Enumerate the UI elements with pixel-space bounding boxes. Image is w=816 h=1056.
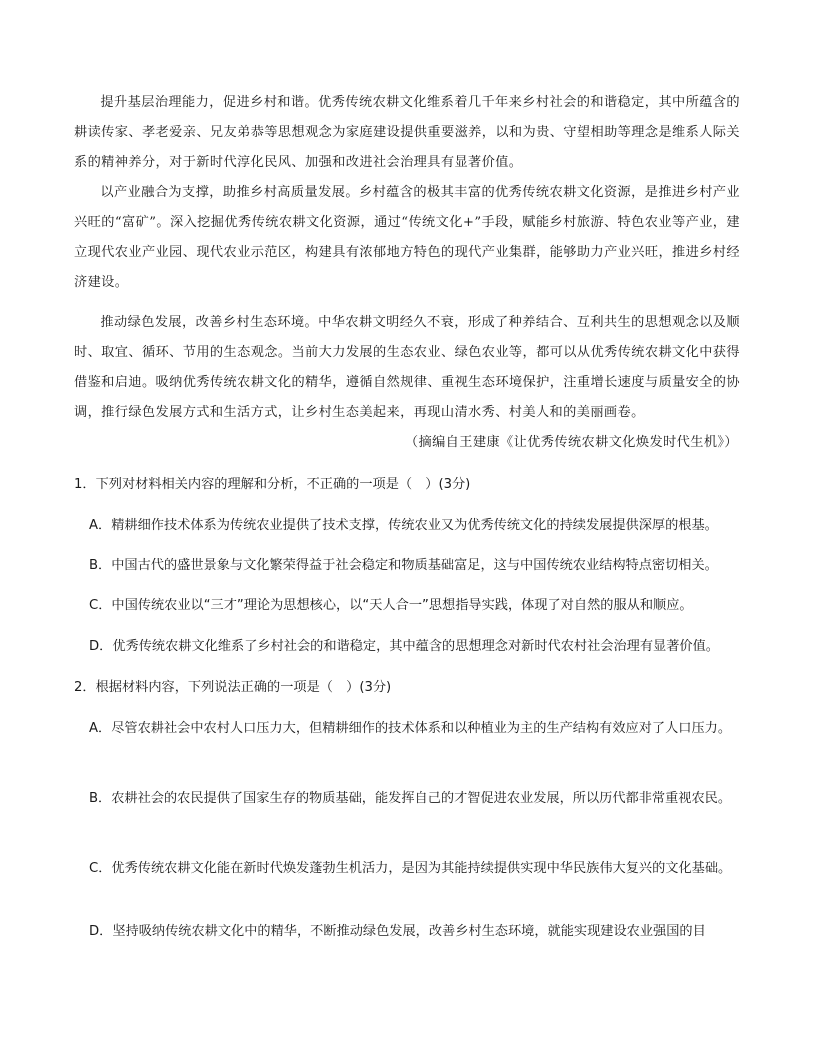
passage-paragraph-1: 提升基层治理能力，促进乡村和谐。优秀传统农耕文化维系着几千年来乡村社会的和谐稳定，其中所蕴含的耕读传家、孝老爱亲、兄友弟恭等思想观念为家庭建设提供重要滋养，以和为贵、守望相助等理念是维系人际关系的精神养分，对于新时代淳化民风、加强和改进社会治理具有显著价值。 [74, 95, 740, 170]
question-2-option-a: A．尽管农耕社会中农村人口压力大，但精耕细作的技术体系和以种植业为主的生产结构有效应对了人口压力。 [89, 721, 732, 736]
passage-source: （摘编自王建康《让优秀传统农耕文化焕发时代生机》） [404, 435, 738, 450]
question-1-option-b: B．中国古代的盛世景象与文化繁荣得益于社会稳定和物质基础富足，这与中国传统农业结构特点密切相关。 [89, 558, 718, 573]
question-2-option-c: C．优秀传统农耕文化能在新时代焕发蓬勃生机活力，是因为其能持续提供实现中华民族伟大复兴的文化基础。 [89, 861, 732, 876]
passage-paragraph-3: 推动绿色发展，改善乡村生态环境。中华农耕文明经久不衰，形成了种养结合、互利共生的思想观念以及顺时、取宜、循环、节用的生态观念。当前大力发展的生态农业、绿色农业等，都可以从优秀传统农耕文化中获得借鉴和启迪。吸纳优秀传统农耕文化的精华，遵循自然规律、重视生态环境保护，注重增长速度与质量安全的协调，推行绿色发展方式和生活方式，让乡村生态美起来，再现山清水秀、村美人和的美丽画卷。 [74, 315, 740, 420]
passage-paragraph-2: 以产业融合为支撑，助推乡村高质量发展。乡村蕴含的极其丰富的优秀传统农耕文化资源，是推进乡村产业兴旺的“富矿”。深入挖掘优秀传统农耕文化资源，通过“传统文化+”手段，赋能乡村旅游、特色农业等产业，建立现代农业产业园、现代农业示范区，构建具有浓郁地方特色的现代产业集群，能够助力产业兴旺，推进乡村经济建设。 [74, 185, 740, 290]
question-2-option-b: B．农耕社会的农民提供了国家生存的物质基础，能发挥自己的才智促进农业发展，所以历代都非常重视农民。 [89, 791, 732, 806]
question-1-option-a: A．精耕细作技术体系为传统农业提供了技术支撑，传统农业又为优秀传统文化的持续发展提供深厚的根基。 [89, 518, 718, 533]
question-1-stem: 1．下列对材料相关内容的理解和分析，不正确的一项是（ ）(3分) [74, 477, 471, 492]
question-1-option-c: C．中国传统农业以“三才”理论为思想核心，以“天人合一”思想指导实践，体现了对自然的服从和顺应。 [89, 598, 693, 613]
question-2-option-d: D．坚持吸纳传统农耕文化中的精华，不断推动绿色发展，改善乡村生态环境，就能实现建设农业强国的目 [89, 924, 706, 939]
question-1-option-d: D．优秀传统农耕文化维系了乡村社会的和谐稳定，其中蕴含的思想理念对新时代农村社会治理有显著价值。 [89, 639, 719, 654]
question-2-stem: 2．根据材料内容，下列说法正确的一项是（ ）(3分) [74, 680, 392, 695]
